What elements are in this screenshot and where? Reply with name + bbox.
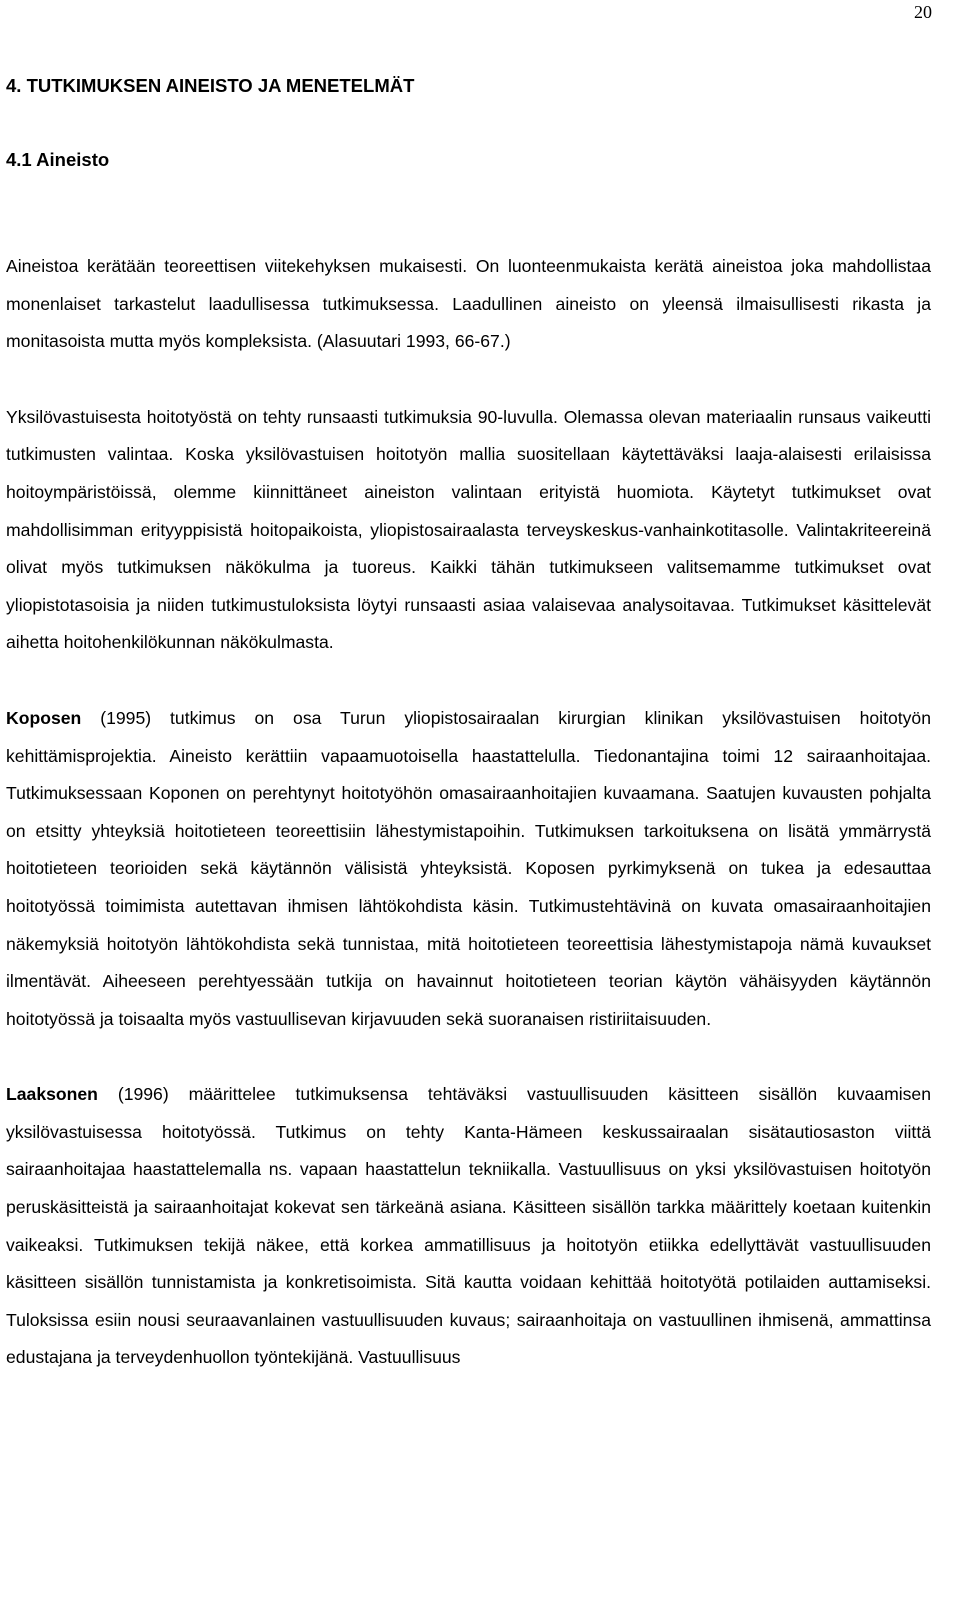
chapter-heading: 4. TUTKIMUKSEN AINEISTO JA MENETELMÄT [6, 75, 415, 96]
paragraph-yksilovastuisesta: Yksilövastuisesta hoitotyöstä on tehty runsaasti tutkimuksia 90-luvulla. Olemassa olevan materiaalin runsaus vaikeutti tutkimusten valintaa. Koska yksilövastuisen hoitotyön mallia suositellaan käytettäväksi laaja-alaisesti erilaisissa hoitoympäristöissä, olemme kiinnittäneet aineiston valintaan erityistä huomiota. Käytetyt tutkimukset ovat mahdollisimman erityyppisistä hoitopaikoista, yliopistosairaalasta terveyskeskus-vanhainkotitasolle. Valintakriteereinä olivat myös tutkimuksen näkökulma ja tuoreus. Kaikki tähän tutkimukseen valitsemamme tutkimukset ovat yliopistotasoisia ja niiden tutkimustuloksista löytyi runsaasti asiaa valaisevaa analysoitavaa. Tutkimukset käsittelevät aihetta hoitohenkilökunnan näkökulmasta. [6, 406, 931, 653]
paragraph-koposen-text: (1995) tutkimus on osa Turun yliopistosairaalan kirurgian klinikan yksilövastuisen hoitotyön kehittämisprojektia. Aineisto kerättiin vapaamuotoisella haastattelulla. Tiedonantajina toimi 12 sairaanhoitajaa. Tutkimuksessaan Koponen on perehtynyt hoitotyöhön omasairaanhoitajien kuvaamana. Saatujen kuvausten pohjalta on etsitty yhteyksiä hoitotieteen teoreettisiin lähestymistapoihin. Tutkimuksen tarkoituksena on lisätä ymmärrystä hoitotieteen teorioiden sekä käytännön välisistä yhteyksistä. Koposen pyrkimyksenä on tukea ja edesauttaa hoitotyössä toimimista autettavan ihmisen lähtökohdista käsin. Tutkimustehtävinä on kuvata omasairaanhoitajien näkemyksiä hoitotyön lähtökohdista sekä tunnistaa, mitä hoitotieteen teoreettisia lähestymistapoja nämä kuvaukset ilmentävät. Aiheeseen perehtyessään tutkija on havainnut hoitotieteen teorian käytön vähäisyyden käytännön hoitotyössä ja toisaalta myös vastuullisevan kirjavuuden sekä suoranaisen ristiriitaisuuden. [6, 707, 931, 1029]
paragraph-laaksonen [6, 1076, 931, 1377]
page-number: 20 [914, 2, 932, 22]
paragraph-laaksonen-text: (1996) määrittelee tutkimuksensa tehtäväksi vastuullisuuden käsitteen sisällön kuvaamisen yksilövastuisessa hoitotyössä. Tutkimus on tehty Kanta-Hämeen keskussairaalan sisätautiosaston viittä sairaanhoitajaa haastattelemalla ns. vapaan haastattelun tekniikalla. Vastuullisuus on yksi yksilövastuisen hoitotyön peruskäsitteistä ja sairaanhoitajat kokevat sen tärkeänä asiana. Käsitteen sisällön tarkka määrittely koetaan kuitenkin vaikeaksi. Tutkimuksen tekijä näkee, että korkea ammatillisuus ja hoitotyön etiikka edellyttävät vastuullisuuden käsitteen sisällön tunnistamista ja konkretisoimista. Sitä kautta voidaan kehittää hoitotyötä potilaiden auttamiseksi. Tuloksissa esiin nousi seuraavanlainen vastuullisuuden kuvaus; sairaanhoitaja on vastuullinen ihmisenä, ammattinsa edustajana ja terveydenhuollon työntekijänä. Vastuullisuus [6, 1084, 931, 1368]
author-name-laaksonen: Laaksonen [6, 1084, 98, 1105]
author-name-koposen: Koposen [6, 707, 82, 728]
section-heading: 4.1 Aineisto [6, 149, 110, 170]
paragraph-koposen [6, 700, 931, 1038]
page-content [6, 68, 931, 1377]
paragraph-intro: Aineistoa kerätään teoreettisen viitekehyksen mukaisesti. On luonteenmukaista kerätä aineistoa joka mahdollistaa monenlaiset tarkastelut laadullisessa tutkimuksessa. Laadullinen aineisto on yleensä ilmaisullisesti rikasta ja monitasoista mutta myös kompleksista. (Alasuutari 1993, 66-67.) [6, 256, 931, 352]
